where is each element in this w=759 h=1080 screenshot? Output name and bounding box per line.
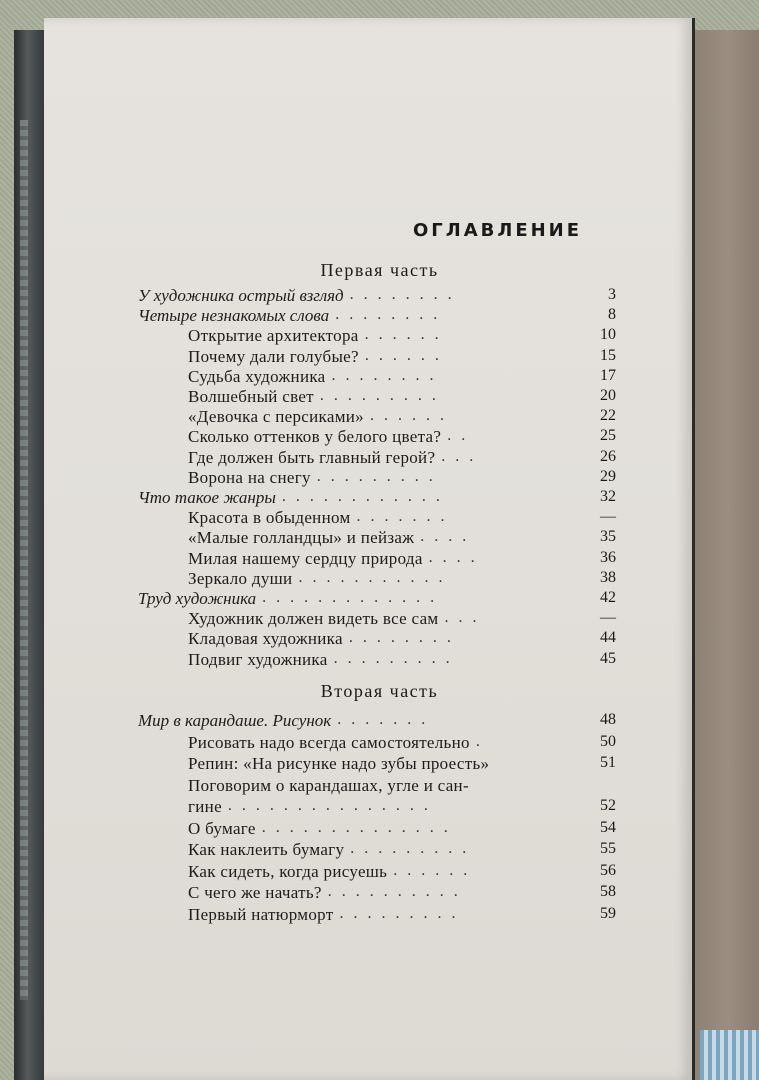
toc-entry-title: Рисовать надо всегда самостоятельно (188, 732, 470, 752)
toc-entry-leader: . . . . . . . . . . (327, 883, 461, 900)
toc-entry-leader: . . . . . . . . . (350, 840, 470, 857)
toc-entry-page: — (600, 508, 616, 526)
toc-entry-leader: . . . . . . . . . . . . . . . (227, 797, 431, 814)
toc-entry-page: 45 (600, 649, 616, 667)
toc-entry-title: С чего же начать? (188, 883, 322, 902)
toc-entry-leader: . . . . . . (369, 407, 447, 425)
toc-entry-title: Четыре незнакомых слова (138, 306, 330, 326)
toc-entry-title: Как сидеть, когда рисуешь (188, 861, 388, 881)
toc-entry-page: 29 (600, 467, 616, 485)
toc-entry (0, 629, 759, 651)
toc-entry-page: — (600, 609, 616, 627)
toc-entry-page: 50 (600, 732, 616, 750)
toc-entry-page: 3 (608, 286, 616, 303)
toc-entry-leader: . . . . . . . . . . . . . . (261, 818, 451, 836)
part-two-heading: Вторая часть (320, 681, 439, 701)
toc-entry-leader: . . . (444, 609, 480, 627)
toc-entry-title: Где должен быть главный герой? (188, 447, 436, 467)
toc-entry (0, 427, 759, 449)
toc-entry-page: 54 (600, 818, 616, 836)
toc-entry-page: 15 (600, 346, 616, 364)
toc-entry-leader: . . . . . . . . (348, 629, 454, 647)
toc-entry (0, 306, 759, 328)
toc-entry (0, 883, 759, 905)
toc-entry-title: О бумаге (188, 818, 256, 838)
toc-entry (0, 468, 759, 490)
toc-entry-page: 42 (600, 589, 616, 606)
toc-entry (0, 347, 759, 369)
toc-entry-leader: . . . . . . (364, 346, 442, 364)
toc-entry (0, 488, 759, 510)
toc-entry-title: Почему дали голубые? (188, 346, 359, 366)
toc-entry-page: 44 (600, 629, 616, 647)
toc-entry-page: 55 (600, 840, 616, 857)
toc-entry-title: Ворона на снегу (188, 467, 311, 487)
toc-entry-title: гине (188, 797, 222, 816)
toc-entry (0, 733, 759, 755)
toc-entry (0, 448, 759, 470)
toc-title: ОГЛАВЛЕНИЕ (413, 220, 583, 241)
toc-entry-page: 56 (600, 861, 616, 879)
toc-entry-title: «Девочка с персиками» (188, 407, 364, 427)
toc-entry-leader: . . . . . . . . (349, 286, 455, 303)
toc-entry (0, 905, 759, 927)
toc-entry (0, 367, 759, 389)
toc-entry-leader: . . . . . . . . . . . . (281, 488, 443, 505)
toc-entry (0, 528, 759, 550)
toc-entry-title: Как наклеить бумагу (188, 840, 345, 859)
toc-entry-page: 32 (600, 488, 616, 505)
toc-entry-title: Первый натюрморт (188, 904, 334, 924)
toc-entry-page: 51 (600, 754, 616, 771)
toc-entry-leader: . . . . . . . (337, 711, 429, 728)
toc-entry-page: 59 (600, 904, 616, 922)
toc-entry (0, 326, 759, 348)
toc-entry (0, 840, 759, 862)
toc-entry-title: Репин: «На рисунке надо зубы проесть» (188, 754, 490, 773)
toc-entry-title: Подвиг художника (188, 649, 328, 669)
toc-entry-page: 25 (600, 427, 616, 445)
toc-entry (0, 589, 759, 611)
toc-entry-leader: . . . . (428, 548, 478, 566)
toc-entry-page: 10 (600, 326, 616, 344)
toc-entry-leader: . . . . . . . . . (316, 467, 436, 485)
toc-entry-page: 58 (600, 883, 616, 900)
toc-entry (0, 754, 759, 776)
toc-entry-leader: . . . (441, 447, 477, 465)
toc-entry-title: Судьба художника (188, 366, 326, 386)
toc-entry-title: Кладовая художника (188, 629, 343, 649)
toc-entry-leader: . . . . . . . (356, 508, 448, 526)
toc-entry-leader: . . . . . . (364, 326, 442, 344)
toc-entry-leader: . . . . . . (393, 861, 471, 879)
toc-entry-title: Что такое жанры (138, 488, 276, 507)
toc-entry-page: 35 (600, 528, 616, 546)
toc-entry-title: Красота в обыденном (188, 508, 351, 528)
toc-entry-title: Сколько оттенков у белого цвета? (188, 427, 442, 447)
toc-entry-leader: . . . . . . . . . (333, 649, 453, 667)
toc-entry-leader: . . . . . . . . . . . . . (262, 589, 438, 606)
toc-entry (0, 776, 759, 798)
toc-entry-page: 48 (600, 711, 616, 728)
toc-entry (0, 650, 759, 672)
toc-entry-title: Милая нашему сердцу природа (188, 548, 423, 568)
toc-entry-title: Художник должен видеть все сам (188, 609, 439, 629)
book-cover-corner (700, 1030, 759, 1080)
toc-entry-title: «Малые голландцы» и пейзаж (188, 528, 415, 548)
toc-entry-leader: . . (447, 427, 469, 445)
toc-entry-title: Зеркало души (188, 568, 293, 588)
toc-entry-page: 22 (600, 407, 616, 425)
toc-entry-leader: . . . . . . . . . (339, 904, 459, 922)
toc-entry-title: У художника острый взгляд (138, 286, 344, 305)
toc-entry-page: 36 (600, 548, 616, 566)
toc-entry-leader: . . . . . . . . (331, 366, 437, 384)
toc-entry (0, 797, 759, 819)
toc-entry (0, 387, 759, 409)
toc-entry (0, 407, 759, 429)
toc-entry-leader: . . . . . . . . . (319, 387, 439, 404)
toc-entry-title: Поговорим о карандашах, угле и сан- (188, 775, 469, 795)
toc-entry (0, 549, 759, 571)
toc-entry (0, 711, 759, 733)
toc-entry-page: 26 (600, 447, 616, 465)
toc-entry-title: Открытие архитектора (188, 326, 359, 346)
part-one-heading: Первая часть (320, 260, 439, 280)
toc-entry-page: 38 (600, 568, 616, 586)
toc-entry-leader: . (475, 732, 483, 750)
toc-entry-title: Волшебный свет (188, 387, 314, 406)
toc-entry (0, 286, 759, 308)
toc-entry (0, 862, 759, 884)
toc-entry-page: 52 (600, 797, 616, 814)
toc-entry-leader: . . . . . . . . (335, 306, 441, 324)
toc-entry-page: 8 (608, 306, 616, 324)
toc-entry (0, 819, 759, 841)
toc-entry-title: Труд художника (138, 589, 257, 608)
toc-entry-page: 20 (600, 387, 616, 404)
toc-entry-title: Мир в карандаше. Рисунок (138, 711, 332, 730)
toc-entry (0, 569, 759, 591)
toc-entry-page: 17 (600, 366, 616, 384)
toc-entry-leader: . . . . (420, 528, 470, 546)
toc-entry-leader: . . . . . . . . . . . (298, 568, 446, 586)
toc-entry (0, 508, 759, 530)
toc-entry (0, 609, 759, 631)
